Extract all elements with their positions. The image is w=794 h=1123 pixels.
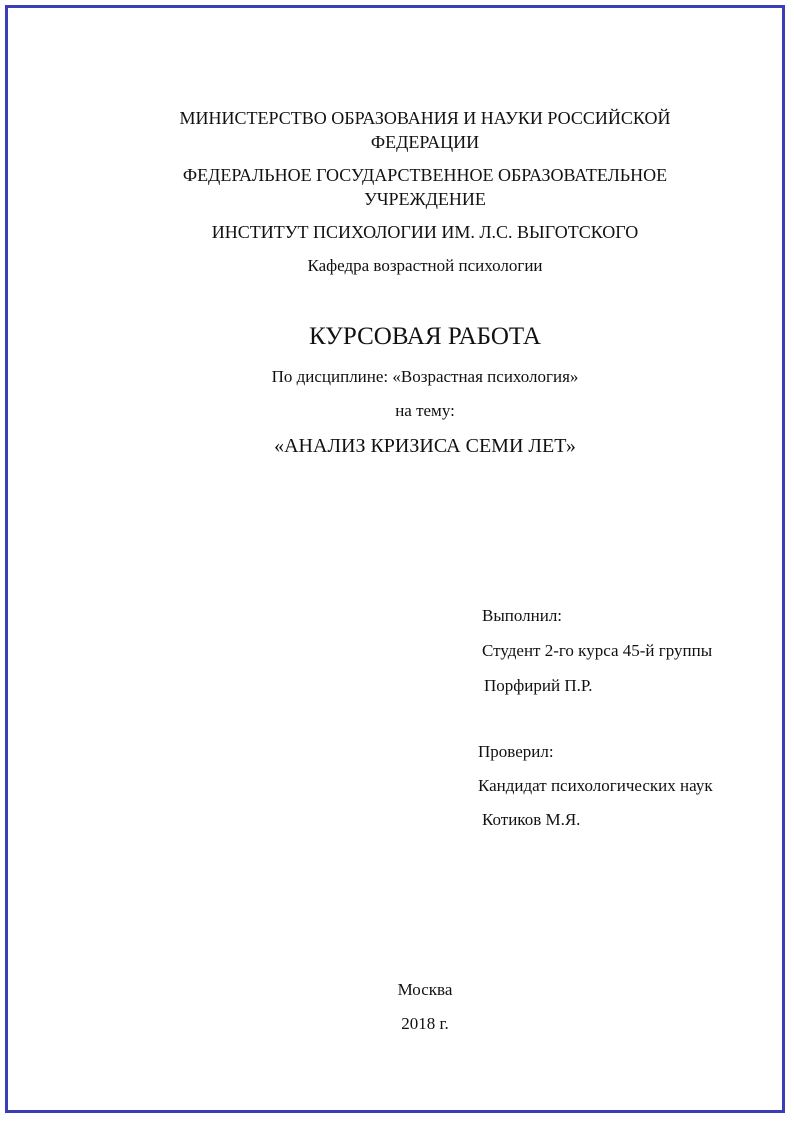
- year: 2018 г.: [401, 1014, 449, 1033]
- author-position: Студент 2-го курса 45-й группы: [482, 641, 713, 660]
- department-name: Кафедра возрастной психологии: [307, 256, 543, 275]
- reviewer-position: Кандидат психологических наук: [478, 776, 713, 795]
- author-label: Выполнил:: [482, 606, 563, 625]
- author-name: Порфирий П.Р.: [484, 676, 593, 695]
- institution-line-1: ФЕДЕРАЛЬНОЕ ГОСУДАРСТВЕННОЕ ОБРАЗОВАТЕЛЬНОЕ: [182, 165, 668, 185]
- ministry-line-1: МИНИСТЕРСТВО ОБРАЗОВАНИЯ И НАУКИ РОССИЙСКОЙ: [179, 108, 671, 128]
- work-type-title: КУРСОВАЯ РАБОТА: [309, 323, 541, 350]
- topic-title: «АНАЛИЗ КРИЗИСА СЕМИ ЛЕТ»: [274, 435, 576, 457]
- institute-name: ИНСТИТУТ ПСИХОЛОГИИ ИМ. Л.С. ВЫГОТСКОГО: [211, 222, 639, 242]
- topic-label: на тему:: [395, 401, 455, 420]
- city: Москва: [397, 980, 453, 999]
- discipline-line: По дисциплине: «Возрастная психология»: [271, 367, 579, 386]
- reviewer-name: Котиков М.Я.: [482, 810, 581, 829]
- ministry-line-2: ФЕДЕРАЦИИ: [370, 132, 480, 152]
- reviewer-label: Проверил:: [478, 742, 554, 761]
- institution-line-2: УЧРЕЖДЕНИЕ: [364, 189, 486, 209]
